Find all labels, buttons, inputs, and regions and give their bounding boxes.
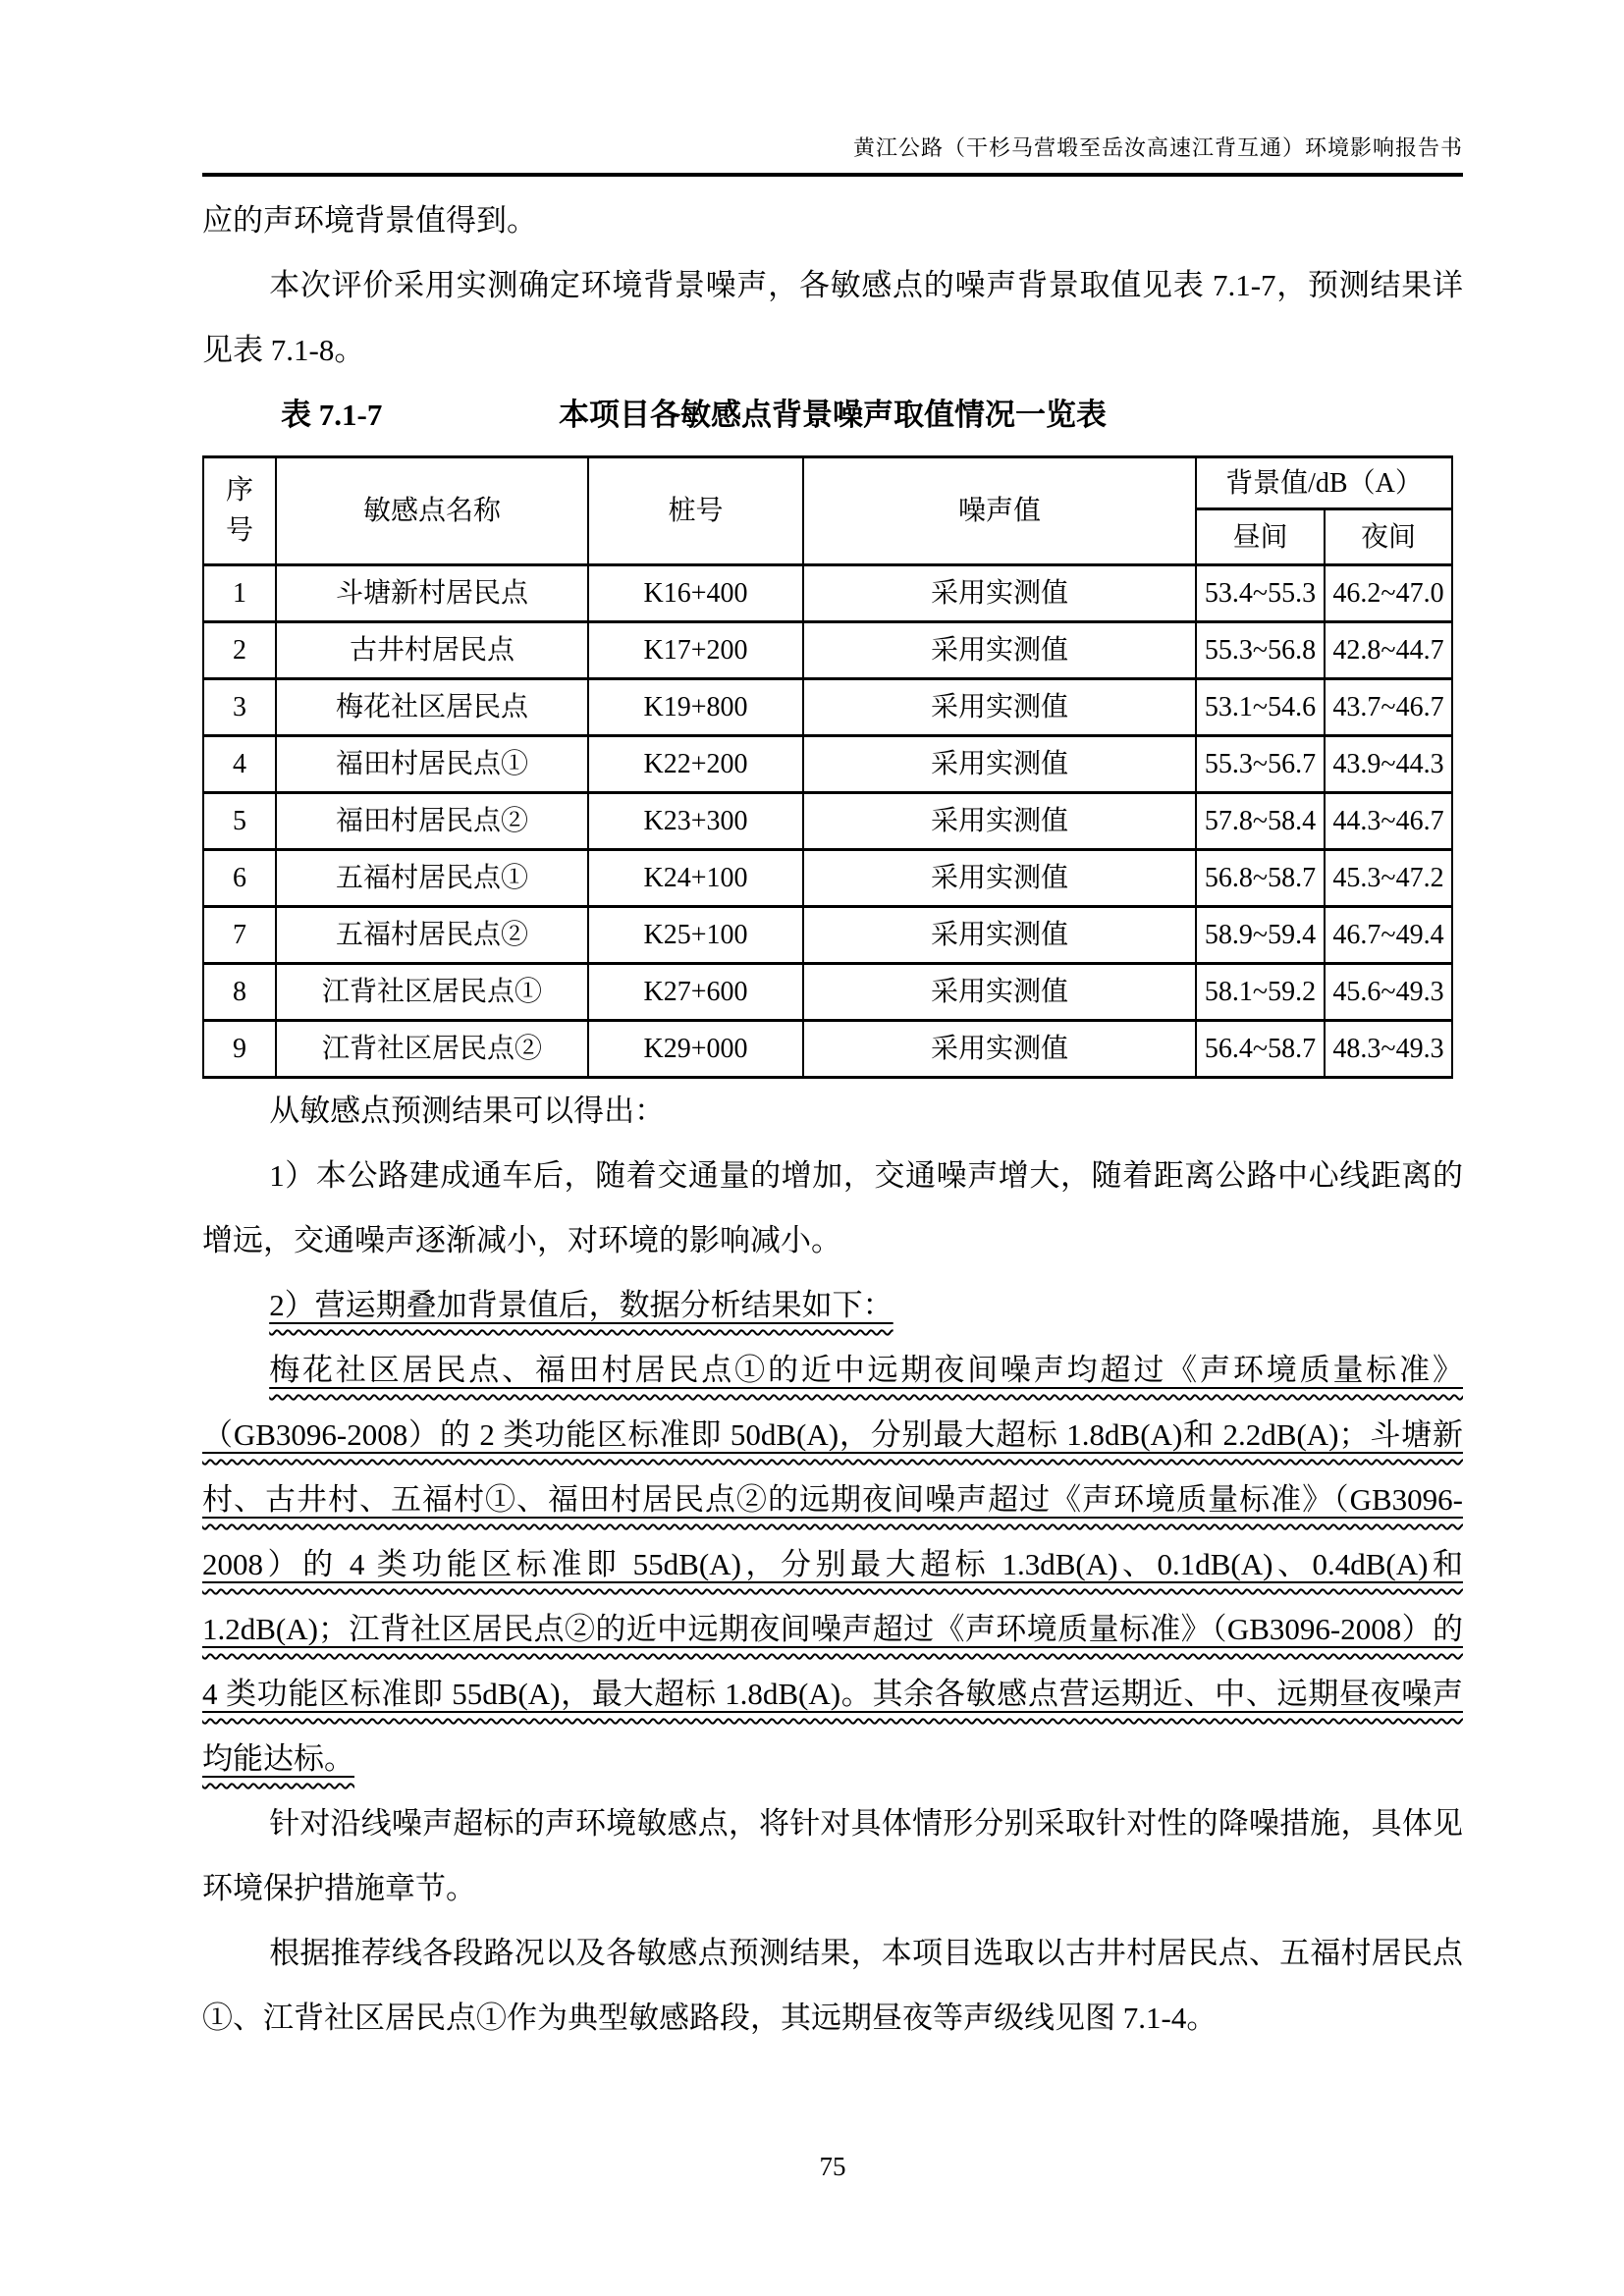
cell-stake: K24+100 [588, 850, 803, 907]
running-header: 黄江公路（干杉马营塅至岳汝高速江背互通）环境影响报告书 [852, 135, 1463, 160]
cell-night: 42.8~44.7 [1325, 622, 1452, 679]
cell-noise: 采用实测值 [803, 964, 1196, 1021]
cell-night: 46.2~47.0 [1325, 565, 1452, 622]
cell-noise: 采用实测值 [803, 793, 1196, 850]
cell-stake: K16+400 [588, 565, 803, 622]
body-text [202, 188, 1463, 2051]
cell-name: 福田村居民点① [276, 736, 588, 793]
paragraph-typical-sections: 根据推荐线各段路况以及各敏感点预测结果，本项目选取以古井村居民点、五福村居民点①、江背社区居民点①作为典型敏感路段，其远期昼夜等声级线见图 7.1-4。 [202, 1936, 1463, 2035]
paragraph-point-2-text: 2）营运期叠加背景值后，数据分析结果如下： [269, 1288, 893, 1322]
paragraph-point-1: 1）本公路建成通车后，随着交通量的增加，交通噪声增大，随着距离公路中心线距离的增远，交通噪声逐渐减小，对环境的影响减小。 [202, 1158, 1463, 1257]
table-row [203, 622, 1452, 679]
cell-stake: K27+600 [588, 964, 803, 1021]
cell-name: 斗塘新村居民点 [276, 565, 588, 622]
cell-name: 福田村居民点② [276, 793, 588, 850]
cell-night: 44.3~46.7 [1325, 793, 1452, 850]
table-header-row-1 [203, 457, 1452, 509]
table-head [203, 457, 1452, 565]
cell-seq: 7 [203, 907, 276, 964]
cell-seq: 6 [203, 850, 276, 907]
cell-noise: 采用实测值 [803, 850, 1196, 907]
table-row [203, 1021, 1452, 1078]
cell-night: 43.9~44.3 [1325, 736, 1452, 793]
page-number: 75 [819, 2152, 846, 2181]
cell-noise: 采用实测值 [803, 622, 1196, 679]
table-caption-title: 本项目各敏感点背景噪声取值情况一览表 [559, 398, 1107, 432]
table-row [203, 850, 1452, 907]
header-background-group: 背景值/dB（A） [1196, 457, 1452, 509]
cell-seq: 2 [203, 622, 276, 679]
underlined-text-wrapper [269, 1288, 893, 1322]
cell-noise: 采用实测值 [803, 1021, 1196, 1078]
cell-name: 五福村居民点① [276, 850, 588, 907]
cell-day: 56.8~58.7 [1196, 850, 1325, 907]
cell-stake: K17+200 [588, 622, 803, 679]
cell-stake: K22+200 [588, 736, 803, 793]
cell-noise: 采用实测值 [803, 907, 1196, 964]
table-row [203, 679, 1452, 736]
table-row [203, 565, 1452, 622]
cell-night: 45.6~49.3 [1325, 964, 1452, 1021]
cell-seq: 3 [203, 679, 276, 736]
header-rule [202, 173, 1463, 177]
cell-day: 53.4~55.3 [1196, 565, 1325, 622]
cell-seq: 4 [203, 736, 276, 793]
cell-day: 56.4~58.7 [1196, 1021, 1325, 1078]
header-noise: 噪声值 [803, 457, 1196, 565]
cell-noise: 采用实测值 [803, 679, 1196, 736]
table-caption-label: 表 7.1-7 [281, 398, 383, 432]
cell-noise: 采用实测值 [803, 565, 1196, 622]
cell-seq: 9 [203, 1021, 276, 1078]
cell-night: 48.3~49.3 [1325, 1021, 1452, 1078]
cell-night: 46.7~49.4 [1325, 907, 1452, 964]
paragraph-analysis-text: 梅花社区居民点、福田村居民点①的近中远期夜间噪声均超过《声环境质量标准》（GB3096-2008）的 2 类功能区标准即 50dB(A)，分别最大超标 1.8dB(A)和 2.2dB(A)；斗塘新村、古井村、五福村①、福田村居民点②的远期夜间噪声超过《声环境质量标准》（GB3096-2008）的 4 类功能区标准即 55dB(A)，分别最大超标 1.3dB(A)、0.1dB(A)、0.4dB(A)和 1.2dB(A)；江背社区居民点②的近中远期夜间噪声超过《声环境质量标准》（GB3096-2008）的 4 类功能区标准即 55dB(A)，最大超标 1.8dB(A)。其余各敏感点营运期近、中、远期昼夜噪声均能达标。 [202, 1353, 1463, 1776]
cell-day: 58.9~59.4 [1196, 907, 1325, 964]
header-night: 夜间 [1325, 509, 1452, 565]
header-name: 敏感点名称 [276, 457, 588, 565]
cell-day: 53.1~54.6 [1196, 679, 1325, 736]
paragraph-conclusion-lead: 从敏感点预测结果可以得出： [269, 1094, 666, 1128]
cell-night: 43.7~46.7 [1325, 679, 1452, 736]
header-day: 昼间 [1196, 509, 1325, 565]
cell-day: 55.3~56.7 [1196, 736, 1325, 793]
paragraph-continuation: 应的声环境背景值得到。 [202, 203, 537, 238]
table-body [203, 565, 1452, 1078]
cell-stake: K29+000 [588, 1021, 803, 1078]
cell-name: 江背社区居民点② [276, 1021, 588, 1078]
cell-day: 58.1~59.2 [1196, 964, 1325, 1021]
paragraph-mitigation: 针对沿线噪声超标的声环境敏感点，将针对具体情形分别采取针对性的降噪措施，具体见环境保护措施章节。 [202, 1806, 1463, 1905]
cell-seq: 8 [203, 964, 276, 1021]
paragraph-intro: 本次评价采用实测确定环境背景噪声，各敏感点的噪声背景取值见表 7.1-7，预测结果详见表 7.1-8。 [202, 268, 1463, 367]
table-row [203, 964, 1452, 1021]
cell-name: 古井村居民点 [276, 622, 588, 679]
header-stake: 桩号 [588, 457, 803, 565]
cell-name: 五福村居民点② [276, 907, 588, 964]
paragraph-point-2 [202, 1273, 1463, 1338]
noise-background-table [202, 455, 1453, 1079]
header-seq-label: 序号 [225, 474, 253, 546]
cell-noise: 采用实测值 [803, 736, 1196, 793]
cell-stake: K23+300 [588, 793, 803, 850]
cell-seq: 1 [203, 565, 276, 622]
table-row [203, 793, 1452, 850]
cell-name: 江背社区居民点① [276, 964, 588, 1021]
paragraph-analysis [202, 1338, 1463, 1791]
cell-day: 55.3~56.8 [1196, 622, 1325, 679]
cell-seq: 5 [203, 793, 276, 850]
header-seq [203, 457, 276, 565]
underlined-text-wrapper [202, 1353, 1463, 1776]
table-row [203, 907, 1452, 964]
cell-name: 梅花社区居民点 [276, 679, 588, 736]
table-caption [202, 383, 1463, 448]
cell-stake: K25+100 [588, 907, 803, 964]
cell-day: 57.8~58.4 [1196, 793, 1325, 850]
cell-night: 45.3~47.2 [1325, 850, 1452, 907]
table-row [203, 736, 1452, 793]
cell-stake: K19+800 [588, 679, 803, 736]
page-content [202, 0, 1463, 2296]
